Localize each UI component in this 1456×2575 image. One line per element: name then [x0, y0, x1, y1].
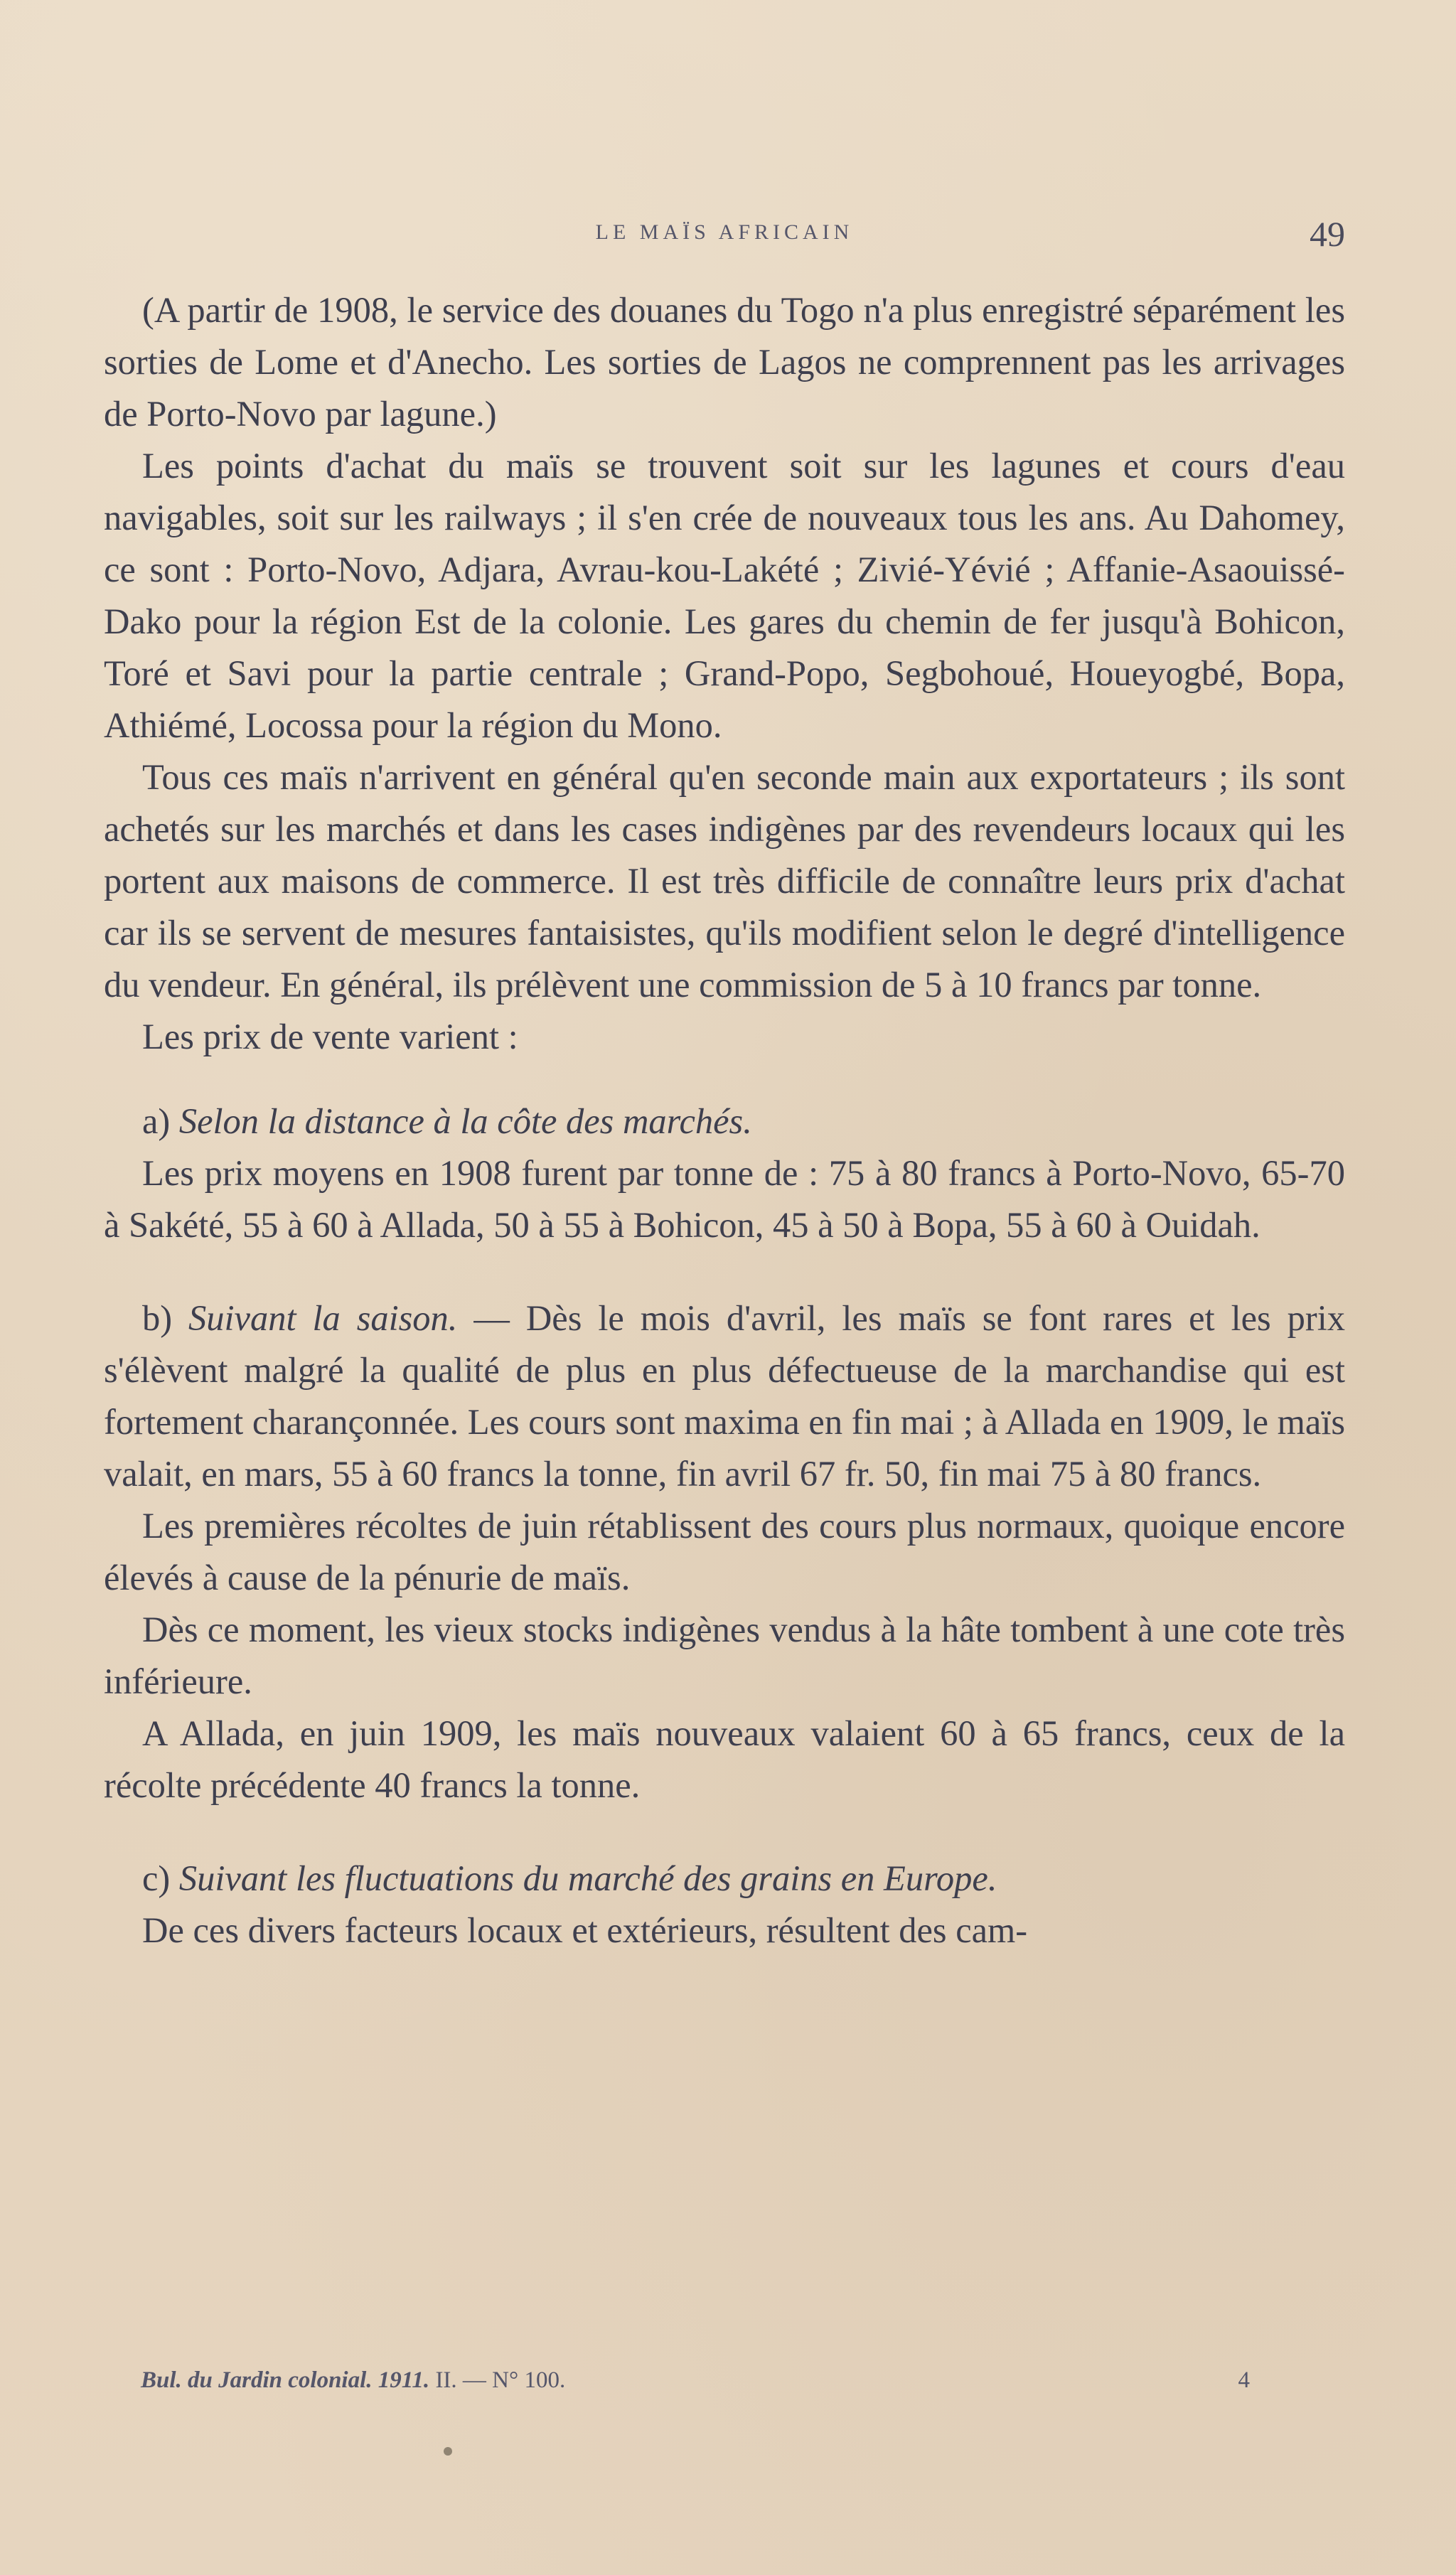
section-c-label: c) [142, 1858, 179, 1898]
section-b-label: b) [142, 1298, 189, 1338]
section-b-lead-text: — Dès le mois d'avril, les maïs se font rares et les prix s'élèvent malgré la qualité de plus en plus défectueuse de la marchandise qui est fortement charançonnée. Les cours sont maxima en fin mai ; à Allada en 1909, le maïs valait, en mars, 55 à 60 francs la tonne, fin avril 67 fr. 50, fin mai 75 à 80 francs. [104, 1298, 1345, 1494]
page-number: 49 [1310, 214, 1345, 254]
section-a-text: Les prix moyens en 1908 furent par tonne de : 75 à 80 francs à Porto-Novo, 65-70 à Sakété, 55 à 60 à Allada, 50 à 55 à Bohicon, 45 à 50 à Bopa, 55 à 60 à Ouidah. [104, 1153, 1345, 1245]
section-a-label: a) [142, 1101, 179, 1141]
paragraph-resellers: Tous ces maïs n'arrivent en général qu'en seconde main aux exportateurs ; ils sont achetés sur les marchés et dans les cases indigènes par des revendeurs locaux qui les portent aux maisons de commerce. Il est très difficile de connaître leurs prix d'achat car ils se servent de mesures fantaisistes, qu'ils modifient selon le degré d'intelligence du vendeur. En général, ils prélèvent une commission de 5 à 10 francs par tonne. [104, 757, 1345, 1005]
paragraph-prices-intro: Les prix de vente varient : [142, 1017, 518, 1056]
running-title: LE MAÏS AFRICAIN [595, 220, 854, 244]
paragraph-purchase-points: Les points d'achat du maïs se trouvent soit sur les lagunes et cours d'eau navigables, soit sur les railways ; il s'en crée de nouveaux tous les ans. Au Dahomey, ce sont : Porto-Novo, Adjara, Avrau-kou-Lakété ; Zivié-Yévié ; Affanie-Asaouissé-Dako pour la région Est de la colonie. Les gares du chemin de fer jusqu'à Bohicon, Toré et Savi pour la partie centrale ; Grand-Popo, Segbohoué, Houeyogbé, Bopa, Athiémé, Locossa pour la région du Mono. [104, 446, 1345, 745]
body-text [104, 284, 1345, 1956]
footer-reference-journal: Bul. du Jardin colonial. 1911. [141, 2367, 430, 2393]
footer-reference-issue: II. — N° 100. [429, 2367, 566, 2393]
running-header [104, 213, 1345, 270]
section-b-paragraph-stocks: Dès ce moment, les vieux stocks indigènes vendus à la hâte tombent à une cote très inférieure. [104, 1610, 1345, 1701]
section-b-paragraph-allada: A Allada, en juin 1909, les maïs nouveaux valaient 60 à 65 francs, ceux de la récolte précédente 40 francs la tonne. [104, 1713, 1345, 1805]
section-c-title: Suivant les fluctuations du marché des grains en Europe. [178, 1858, 997, 1898]
paragraph-customs-note: (A partir de 1908, le service des douanes du Togo n'a plus enregistré séparément les sorties de Lome et d'Anecho. Les sorties de Lagos ne comprennent pas les arrivages de Porto-Novo par lagune.) [104, 290, 1345, 434]
footer-signature: 4 [1238, 2367, 1250, 2393]
section-b-paragraph [104, 1292, 1345, 1500]
section-a-title: Selon la distance à la côte des marchés. [178, 1101, 752, 1141]
section-b-paragraph-harvest: Les premières récoltes de juin rétablissent des cours plus normaux, quoique encore élevés à cause de la pénurie de maïs. [104, 1506, 1345, 1597]
footer-reference [141, 2367, 565, 2394]
section-c-heading [104, 1853, 1345, 1905]
paper-speck [444, 2447, 452, 2456]
section-a-heading [104, 1096, 1345, 1147]
page-footer [141, 2367, 1250, 2410]
section-b-title: Suivant la saison. [188, 1298, 458, 1338]
section-c-text: De ces divers facteurs locaux et extérieurs, résultent des cam- [142, 1910, 1028, 1950]
